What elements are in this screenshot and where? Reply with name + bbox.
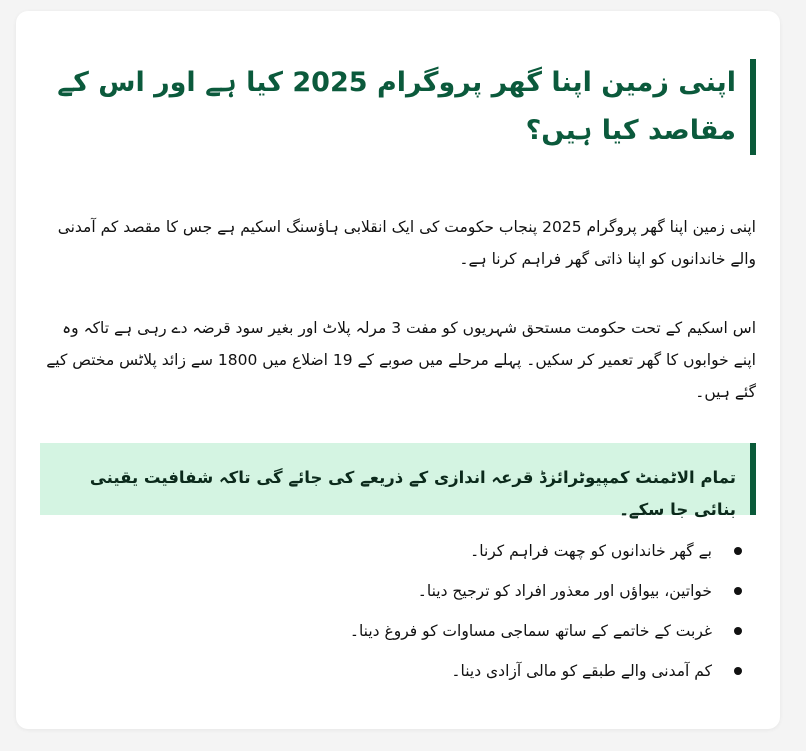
- callout-text: تمام الاٹمنٹ کمپیوٹرائزڈ قرعہ اندازی کے ذریعے کی جائے گی تاکہ شفافیت یقینی بنائی جا سکے۔: [89, 468, 736, 519]
- list-item-text: غربت کے خاتمے کے ساتھ سماجی مساوات کو فروغ دینا۔: [349, 622, 712, 640]
- title-block: [40, 59, 756, 155]
- bullet-icon: [734, 547, 742, 555]
- intro-paragraph: اپنی زمین اپنا گھر پروگرام 2025 پنجاب حکومت کی ایک انقلابی ہاؤسنگ اسکیم ہے جس کا مقصد کم آمدنی والے خاندانوں کو اپنا ذاتی گھر فراہم کرنا ہے۔: [57, 218, 756, 268]
- article-card: [16, 11, 780, 729]
- list-item: [40, 571, 756, 611]
- bullet-icon: [734, 667, 742, 675]
- list-item: [40, 531, 756, 571]
- bullet-icon: [734, 587, 742, 595]
- list-item: [40, 651, 756, 691]
- bullet-icon: [734, 627, 742, 635]
- list-item: [40, 611, 756, 651]
- list-item-text: بے گھر خاندانوں کو چھت فراہم کرنا۔: [470, 542, 712, 560]
- callout-box: [40, 443, 756, 519]
- list-item-text: خواتین، بیواؤں اور معذور افراد کو ترجیح دینا۔: [417, 582, 712, 600]
- article-title: اپنی زمین اپنا گھر پروگرام 2025 کیا ہے اور اس کے مقاصد کیا ہیں؟: [57, 67, 736, 146]
- details-paragraph: اس اسکیم کے تحت حکومت مستحق شہریوں کو مفت 3 مرلہ پلاٹ اور بغیر سود قرضہ دے رہی ہے تاکہ وہ اپنے خوابوں کا گھر تعمیر کر سکیں۔ پہلے مرحلے میں صوبے کے 19 اضلاع میں 1800 سے زائد پلاٹس مختص کیے گئے ہیں۔: [46, 319, 756, 401]
- objectives-list: [40, 531, 756, 691]
- list-item-text: کم آمدنی والے طبقے کو مالی آزادی دینا۔: [451, 662, 712, 680]
